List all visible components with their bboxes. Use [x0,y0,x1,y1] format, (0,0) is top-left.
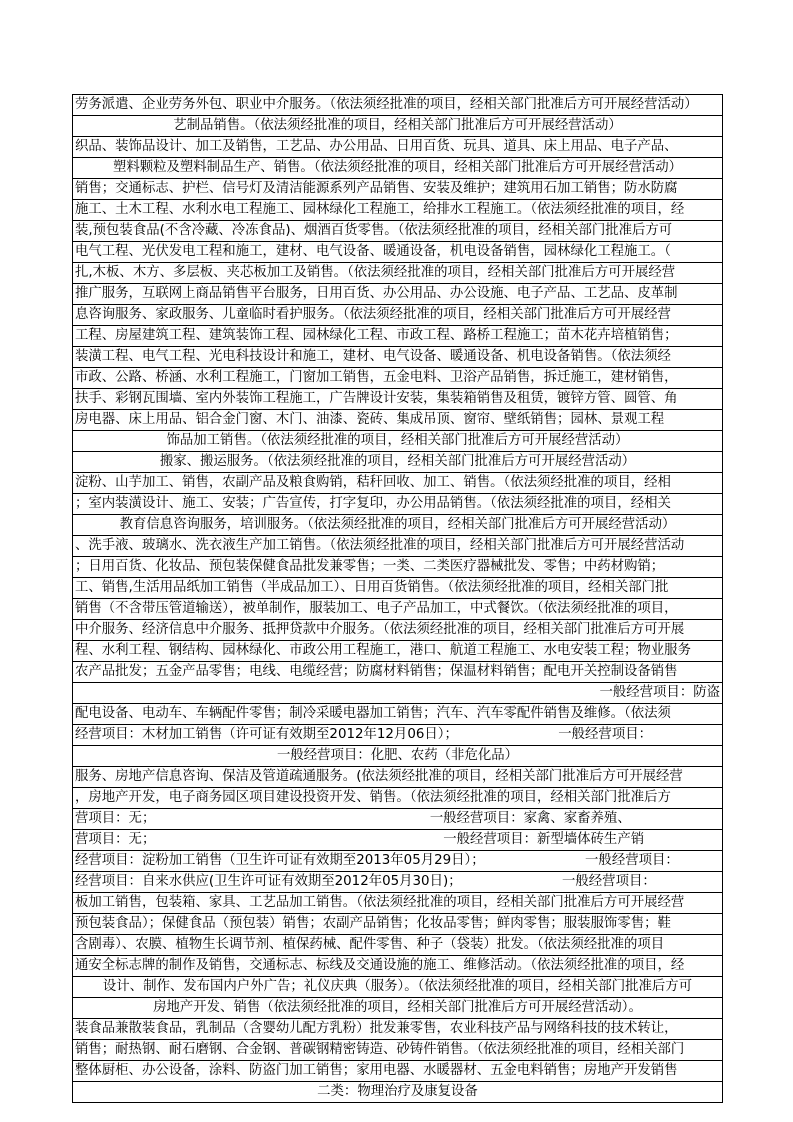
table-row [73,557,723,578]
table-row [73,536,723,557]
table-cell: 装潢工程、电气工程、光电科技设计和施工，建材、电气设备、暖通设备、机电设备销售。（依法须经 [73,347,723,368]
table-row [73,95,723,116]
table-cell: 装食品兼散装食品，乳制品（含婴幼儿配方乳粉）批发兼零售，农业科技产品与网络科技的技术转让， [73,1019,723,1040]
table-cell: 塑料颗粒及塑料制品生产、销售。（依法须经批准的项目，经相关部门批准后方可开展经营活动） [73,158,723,179]
table-cell: 搬家、搬运服务。（依法须经批准的项目，经相关部门批准后方可开展经营活动） [73,452,723,473]
table-cell: 房地产开发、销售（依法须经批准的项目，经相关部门批准后方可开展经营活动）。 [73,998,723,1019]
table-cell: 扎,木板、木方、多层板、夹芯板加工及销售。（依法须经批准的项目，经相关部门批准后方可开展经营 [73,263,723,284]
table-row [73,851,723,872]
table-cell: 息咨询服务、家政服务、儿童临时看护服务。（依法须经批准的项目，经相关部门批准后方可开展经营 [73,305,723,326]
table-cell: ；日用百货、化妆品、预包装保健食品批发兼零售；一类、二类医疗器械批发、零售；中药材购销； [73,557,723,578]
table-cell: 销售（不含带压管道输送），被单制作，服装加工、电子产品加工，中式餐饮。（依法须经批准的项目， [73,599,723,620]
table-cell: 房电器、床上用品、铝合金门窗、木门、油漆、瓷砖、集成吊顶、窗帘、壁纸销售；园林、景观工程 [73,410,723,431]
table-row [73,1019,723,1040]
table-cell: 服务、房地产信息咨询、保洁及管道疏通服务。(依法须经批准的项目，经相关部门批准后方可开展经营 [73,767,723,788]
table-cell: 营项目：无； 一般经营项目：新型墙体砖生产销 [73,830,723,851]
table-row [73,620,723,641]
table-cell: 经营项目：木材加工销售（许可证有效期至2012年12月06日）； 一般经营项目： [73,725,723,746]
table-cell: 销售；耐热钢、耐石磨钢、合金钢、普碳钢精密铸造、砂铸件销售。（依法须经批准的项目，经相关部门 [73,1040,723,1061]
table-cell: 装,预包装食品(不含冷藏、冷冻食品)、烟酒百货零售。（依法须经批准的项目，经相关部门批准后方可 [73,221,723,242]
table-cell: 施工、土木工程、水利水电工程施工、园林绿化工程施工，给排水工程施工。（依法须经批准的项目，经 [73,200,723,221]
table-row [73,452,723,473]
table-cell: 扶手、彩钢瓦围墙、室内外装饰工程施工，广告牌设计安装，集装箱销售及租赁，镀锌方管、圆管、角 [73,389,723,410]
table-row [73,893,723,914]
table-cell: 电气工程、光伏发电工程和施工，建材、电气设备、暖通设备，机电设备销售，园林绿化工程施工。（ [73,242,723,263]
table-cell: 工、销售,生活用品纸加工销售（半成品加工）、日用百货销售。（依法须经批准的项目，经相关部门批 [73,578,723,599]
table-cell: 工程、房屋建筑工程、建筑装饰工程、园林绿化工程、市政工程、路桥工程施工；苗木花卉培植销售； [73,326,723,347]
table-row [73,263,723,284]
table-cell: 推广服务，互联网上商品销售平台服务，日用百货、办公用品、办公设施、电子产品、工艺品、皮革制 [73,284,723,305]
table-row [73,389,723,410]
table-cell: ；室内装潢设计、施工、安装；广告宣传，打字复印，办公用品销售。（依法须经批准的项目，经相关 [73,494,723,515]
table-cell: 经营项目：自来水供应(卫生许可证有效期至2012年05月30日)； 一般经营项目： [73,872,723,893]
table-cell: 淀粉、山芋加工、销售，农副产品及粮食购销，秸秆回收、加工、销售。（依法须经批准的项目，经相 [73,473,723,494]
table-row [73,662,723,683]
table-cell: 经营项目：淀粉加工销售（卫生许可证有效期至2013年05月29日）； 一般经营项目： [73,851,723,872]
table-row [73,599,723,620]
table-row [73,830,723,851]
table-row [73,914,723,935]
table-row [73,221,723,242]
table-cell: ，房地产开发，电子商务园区项目建设投资开发、销售。（依法须经批准的项目，经相关部门批准后方 [73,788,723,809]
table-cell: 市政、公路、桥涵、水利工程施工，门窗加工销售，五金电料、卫浴产品销售，拆迁施工，建材销售， [73,368,723,389]
table-row [73,746,723,767]
table-cell: 预包装食品）；保健食品（预包装）销售；农副产品销售；化妆品零售；鲜肉零售；服装服饰零售；鞋 [73,914,723,935]
table-cell: 中介服务、经济信息中介服务、抵押贷款中介服务。（依法须经批准的项目，经相关部门批准后方可开展 [73,620,723,641]
table-row [73,242,723,263]
table-cell: 设计、制作、发布国内户外广告；礼仪庆典（服务）。（依法须经批准的项目，经相关部门批准后方可 [73,977,723,998]
table-cell: 程、水利工程、钢结构、园林绿化、市政公用工程施工，港口、航道工程施工、水电安装工程；物业服务 [73,641,723,662]
table-row [73,515,723,536]
table-row [73,200,723,221]
table-cell: 板加工销售，包装箱、家具、工艺品加工销售。（依法须经批准的项目，经相关部门批准后方可开展经营 [73,893,723,914]
table-cell: 教育信息咨询服务，培训服务。（依法须经批准的项目，经相关部门批准后方可开展经营活动） [73,515,723,536]
table-row [73,137,723,158]
table-row [73,116,723,137]
table-row [73,410,723,431]
table-row [73,788,723,809]
table-cell: 营项目：无； 一般经营项目：家禽、家畜养殖、 [73,809,723,830]
table-row [73,326,723,347]
table-row [73,977,723,998]
table-row [73,1061,723,1082]
table-row [73,431,723,452]
table-cell: 整体厨柜、办公设备，涂料、防盗门加工销售；家用电器、水暖器材、五金电料销售；房地产开发销售 [73,1061,723,1082]
table-row [73,473,723,494]
table-cell: 、洗手液、玻璃水、洗衣液生产加工销售。（依法须经批准的项目，经相关部门批准后方可开展经营活动 [73,536,723,557]
table-cell: 织品、装饰品设计、加工及销售，工艺品、办公用品、日用百货、玩具、道具、床上用品、电子产品、 [73,137,723,158]
table-cell: 一般经营项目：化肥、农药（非危化品） [73,746,723,767]
table-cell: 一般经营项目：防盗 [73,683,723,704]
table-row [73,158,723,179]
table-row [73,767,723,788]
table-row [73,347,723,368]
table-cell: 艺制品销售。（依法须经批准的项目，经相关部门批准后方可开展经营活动） [73,116,723,137]
table-body [73,95,723,1103]
table-row [73,1082,723,1103]
table-cell: 含剧毒）、农膜、植物生长调节剂、植保药械、配件零售、种子（袋装）批发。（依法须经批准的项目 [73,935,723,956]
table-cell: 销售；交通标志、护栏、信号灯及清洁能源系列产品销售、安装及维护；建筑用石加工销售；防水防腐 [73,179,723,200]
table-row [73,809,723,830]
table-row [73,704,723,725]
table-row [73,284,723,305]
business-scope-table [72,94,723,1103]
table-cell: 农产品批发；五金产品零售；电线、电缆经营；防腐材料销售；保温材料销售；配电开关控制设备销售 [73,662,723,683]
table-row [73,368,723,389]
table-cell: 劳务派遣、企业劳务外包、职业中介服务。（依法须经批准的项目，经相关部门批准后方可开展经营活动） [73,95,723,116]
table-cell: 二类：物理治疗及康复设备 [73,1082,723,1103]
table-row [73,305,723,326]
table-row [73,683,723,704]
table-row [73,179,723,200]
table-row [73,494,723,515]
table-row [73,956,723,977]
table-row [73,935,723,956]
table-row [73,641,723,662]
table-row [73,998,723,1019]
table-row [73,578,723,599]
table-cell: 配电设备、电动车、车辆配件零售；制冷采暖电器加工销售；汽车、汽车零配件销售及维修。（依法须 [73,704,723,725]
table-row [73,1040,723,1061]
table-cell: 饰品加工销售。（依法须经批准的项目，经相关部门批准后方可开展经营活动） [73,431,723,452]
table-row [73,872,723,893]
table-cell: 通安全标志牌的制作及销售，交通标志、标线及交通设施的施工、维修活动。（依法须经批准的项目，经 [73,956,723,977]
table-row [73,725,723,746]
